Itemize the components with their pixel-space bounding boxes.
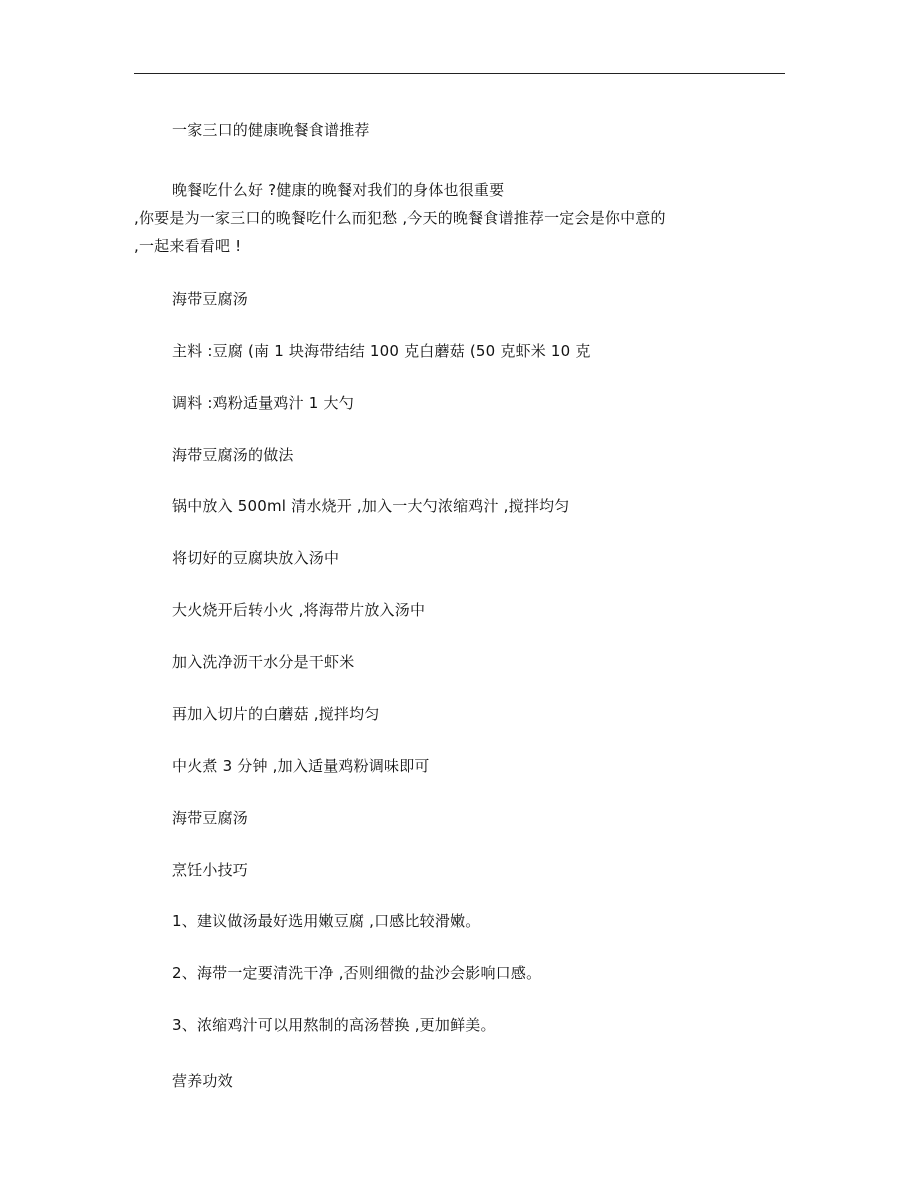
- intro-line-1: 晚餐吃什么好 ?健康的晚餐对我们的身体也很重要: [172, 181, 505, 199]
- seasoning: 调料 :鸡粉适量鸡汁 1 大勺: [172, 394, 354, 412]
- tip-item: 2、海带一定要清洗干净 ,否则细微的盐沙会影响口感。: [172, 964, 542, 982]
- step-item: 再加入切片的白蘑菇 ,搅拌均匀: [172, 705, 380, 723]
- main-ingredients: 主料 :豆腐 (南 1 块海带结结 100 克白蘑菇 (50 克虾米 10 克: [172, 342, 591, 360]
- nutrition-heading: 营养功效: [172, 1072, 233, 1090]
- recipe-name-repeat: 海带豆腐汤: [172, 809, 249, 827]
- tip-item: 1、建议做汤最好选用嫩豆腐 ,口感比较滑嫩。: [172, 912, 481, 930]
- tip-item: 3、浓缩鸡汁可以用熬制的高汤替换 ,更加鲜美。: [172, 1016, 496, 1034]
- document-title: 一家三口的健康晚餐食谱推荐: [172, 121, 370, 139]
- step-item: 中火煮 3 分钟 ,加入适量鸡粉调味即可: [172, 757, 430, 775]
- recipe-name: 海带豆腐汤: [172, 290, 249, 308]
- intro-line-3: ,一起来看看吧 !: [134, 237, 242, 255]
- header-rule: [134, 73, 785, 74]
- step-item: 大火烧开后转小火 ,将海带片放入汤中: [172, 601, 426, 619]
- step-item: 锅中放入 500ml 清水烧开 ,加入一大勺浓缩鸡汁 ,搅拌均匀: [172, 497, 570, 515]
- tips-heading: 烹饪小技巧: [172, 861, 249, 879]
- intro-line-2: ,你要是为一家三口的晚餐吃什么而犯愁 ,今天的晚餐食谱推荐一定会是你中意的: [134, 209, 666, 227]
- step-item: 将切好的豆腐块放入汤中: [172, 549, 340, 567]
- method-heading: 海带豆腐汤的做法: [172, 446, 294, 464]
- step-item: 加入洗净沥干水分是干虾米: [172, 653, 355, 671]
